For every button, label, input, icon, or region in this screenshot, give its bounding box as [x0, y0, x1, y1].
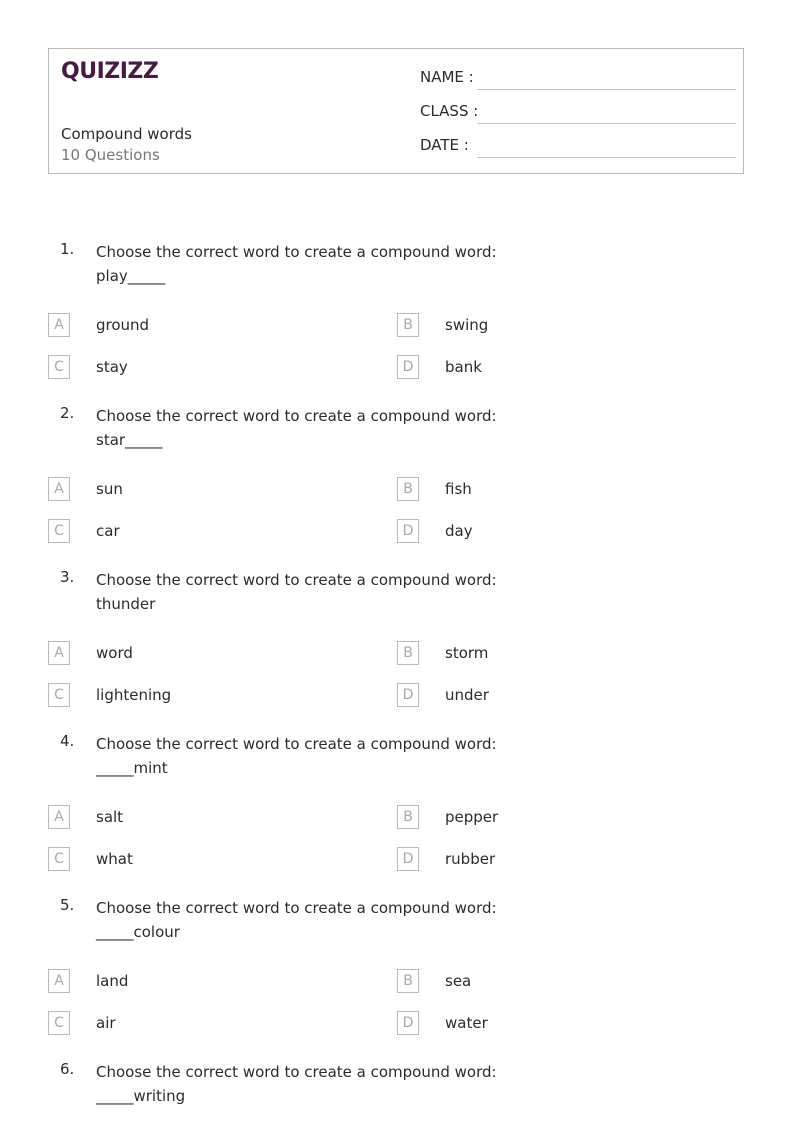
option-text: ground [96, 316, 150, 334]
question-text [96, 732, 556, 780]
worksheet-title: Compound words [61, 125, 192, 143]
question-blank: _____colour [96, 923, 180, 941]
question-number: 2. [60, 404, 75, 422]
question-text [96, 568, 556, 616]
option-letter-box: A [48, 969, 70, 993]
option-letter-box: D [397, 519, 419, 543]
option-text: bank [445, 358, 482, 376]
question-blank: star_____ [96, 431, 163, 449]
question-prompt: Choose the correct word to create a compound word: [96, 407, 497, 425]
question-count: 10 Questions [61, 146, 160, 164]
option-text: day [445, 522, 473, 540]
question-blank: play_____ [96, 267, 166, 285]
option-text: stay [96, 358, 128, 376]
question-prompt: Choose the correct word to create a compound word: [96, 243, 497, 261]
option-text: sun [96, 480, 123, 498]
question-blank: thunder [96, 595, 156, 613]
question-prompt: Choose the correct word to create a compound word: [96, 735, 497, 753]
option-letter-box: D [397, 683, 419, 707]
option-letter-box: B [397, 313, 419, 337]
option-text: under [445, 686, 489, 704]
option-letter-box: A [48, 805, 70, 829]
option-letter-box: A [48, 477, 70, 501]
worksheet-header [48, 48, 744, 174]
date-line[interactable] [477, 157, 736, 158]
option-letter-box: C [48, 847, 70, 871]
option-letter-box: C [48, 1011, 70, 1035]
question-prompt: Choose the correct word to create a compound word: [96, 571, 497, 589]
option-text: rubber [445, 850, 496, 868]
question-text [96, 1060, 556, 1108]
question-prompt: Choose the correct word to create a compound word: [96, 899, 497, 917]
name-field[interactable] [420, 68, 736, 90]
option-text: car [96, 522, 120, 540]
quizizz-logo: QUIZIZZ [61, 59, 159, 84]
option-letter-box: B [397, 969, 419, 993]
date-field[interactable] [420, 136, 736, 158]
option-letter-box: B [397, 477, 419, 501]
option-letter-box: B [397, 805, 419, 829]
option-text: word [96, 644, 133, 662]
option-text: salt [96, 808, 124, 826]
option-letter-box: A [48, 641, 70, 665]
option-text: pepper [445, 808, 499, 826]
option-text: storm [445, 644, 489, 662]
option-letter-box: C [48, 519, 70, 543]
class-label: CLASS : [420, 102, 479, 120]
question-blank: _____mint [96, 759, 168, 777]
class-field[interactable] [420, 102, 736, 124]
option-letter-box: D [397, 1011, 419, 1035]
question-number: 3. [60, 568, 75, 586]
question-text [96, 404, 556, 452]
option-letter-box: C [48, 355, 70, 379]
date-label: DATE : [420, 136, 469, 154]
option-text: what [96, 850, 133, 868]
option-text: sea [445, 972, 472, 990]
question-number: 5. [60, 896, 75, 914]
option-letter-box: D [397, 847, 419, 871]
option-text: lightening [96, 686, 172, 704]
question-number: 1. [60, 240, 75, 258]
option-text: water [445, 1014, 488, 1032]
name-line[interactable] [477, 89, 736, 90]
question-text [96, 896, 556, 944]
option-letter-box: C [48, 683, 70, 707]
option-text: land [96, 972, 129, 990]
option-letter-box: A [48, 313, 70, 337]
option-text: air [96, 1014, 116, 1032]
option-text: fish [445, 480, 472, 498]
question-text [96, 240, 556, 288]
class-line[interactable] [477, 123, 736, 124]
question-number: 6. [60, 1060, 75, 1078]
name-label: NAME : [420, 68, 474, 86]
option-letter-box: D [397, 355, 419, 379]
option-letter-box: B [397, 641, 419, 665]
question-prompt: Choose the correct word to create a compound word: [96, 1063, 497, 1081]
option-text: swing [445, 316, 489, 334]
question-number: 4. [60, 732, 75, 750]
question-blank: _____writing [96, 1087, 186, 1105]
